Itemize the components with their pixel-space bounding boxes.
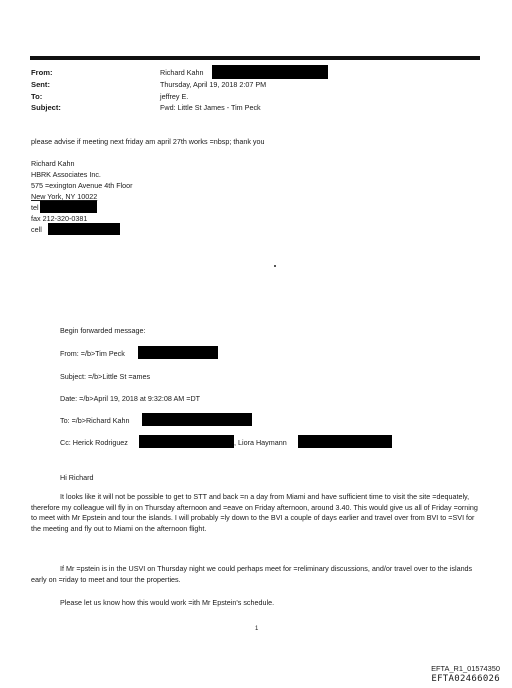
sent-label: Sent: [31,80,50,89]
header-rule [30,56,480,60]
forward-from: From: =/b>Tim Peck [60,349,125,358]
paragraph-1: It looks like it will not be possible to get to STT and back =n a day from Miami and have sufficient time to visit the site =dequately, therefore my colleague will fly in on Thursday afternoon and =eave on Friday afternoon, around 3.40. This would give us all of Friday =orning to meet with Mr Epstein and tour the islands. I will probably =ly down to the BVI a couple of days earlier and travel over from BVI to =SVI for the meeting and fly out to Miami on the afternoon flight. [31,492,478,533]
signature-company: HBRK Associates Inc. [31,170,101,179]
redaction-forward-from [138,346,218,359]
redaction-cell [48,223,120,235]
redaction-from-email [212,65,328,79]
signature-address2: New York, NY 10022 [31,192,98,201]
redaction-forward-to [142,413,252,426]
greeting: Hi Richard [60,473,94,482]
redaction-cc-1 [139,435,234,448]
signature-name: Richard Kahn [31,159,75,168]
document-ref-1: EFTA_R1_01574350 [431,664,500,673]
forward-cc-mid: , Liora Haymann [234,438,287,447]
page-number: 1 [255,626,259,632]
subject-label: Subject: [31,103,61,112]
paragraph-2: If Mr =pstein is in the USVI on Thursday night we could perhaps meet for =reliminary discussions, and/or travel over to the islands early on =riday to meet and tour the properties. [31,564,473,584]
to-value: jeffrey E. [160,92,189,101]
forward-date: Date: =/b>April 19, 2018 at 9:32:08 AM =DT [60,394,201,403]
paragraph-3: Please let us know how this would work =ith Mr Epstein's schedule. [60,598,275,607]
from-label: From: [31,68,53,77]
signature-tel-label: tel [31,203,39,212]
signature-address1: 575 =exington Avenue 4th Floor [31,181,133,190]
forward-to: To: =/b>Richard Kahn [60,416,130,425]
signature-fax: fax 212-320-0381 [31,214,88,223]
forward-begin: Begin forwarded message: [60,326,146,335]
redaction-cc-2 [298,435,392,448]
forward-cc-start: Cc: Herick Rodriguez [60,438,128,447]
signature-cell-label: cell [31,225,42,234]
subject-value: Fwd: Little St James - Tim Peck [160,103,261,112]
document-ref-2: EFTA02466026 [431,674,500,684]
to-label: To: [31,92,43,101]
stray-mark [274,265,276,267]
sent-value: Thursday, April 19, 2018 2:07 PM [160,80,267,89]
intro-text: please advise if meeting next friday am april 27th works =nbsp; thank you [31,137,265,146]
redaction-tel [40,201,97,213]
forward-subject: Subject: =/b>Little St =ames [60,372,151,381]
from-value: Richard Kahn [160,68,204,77]
